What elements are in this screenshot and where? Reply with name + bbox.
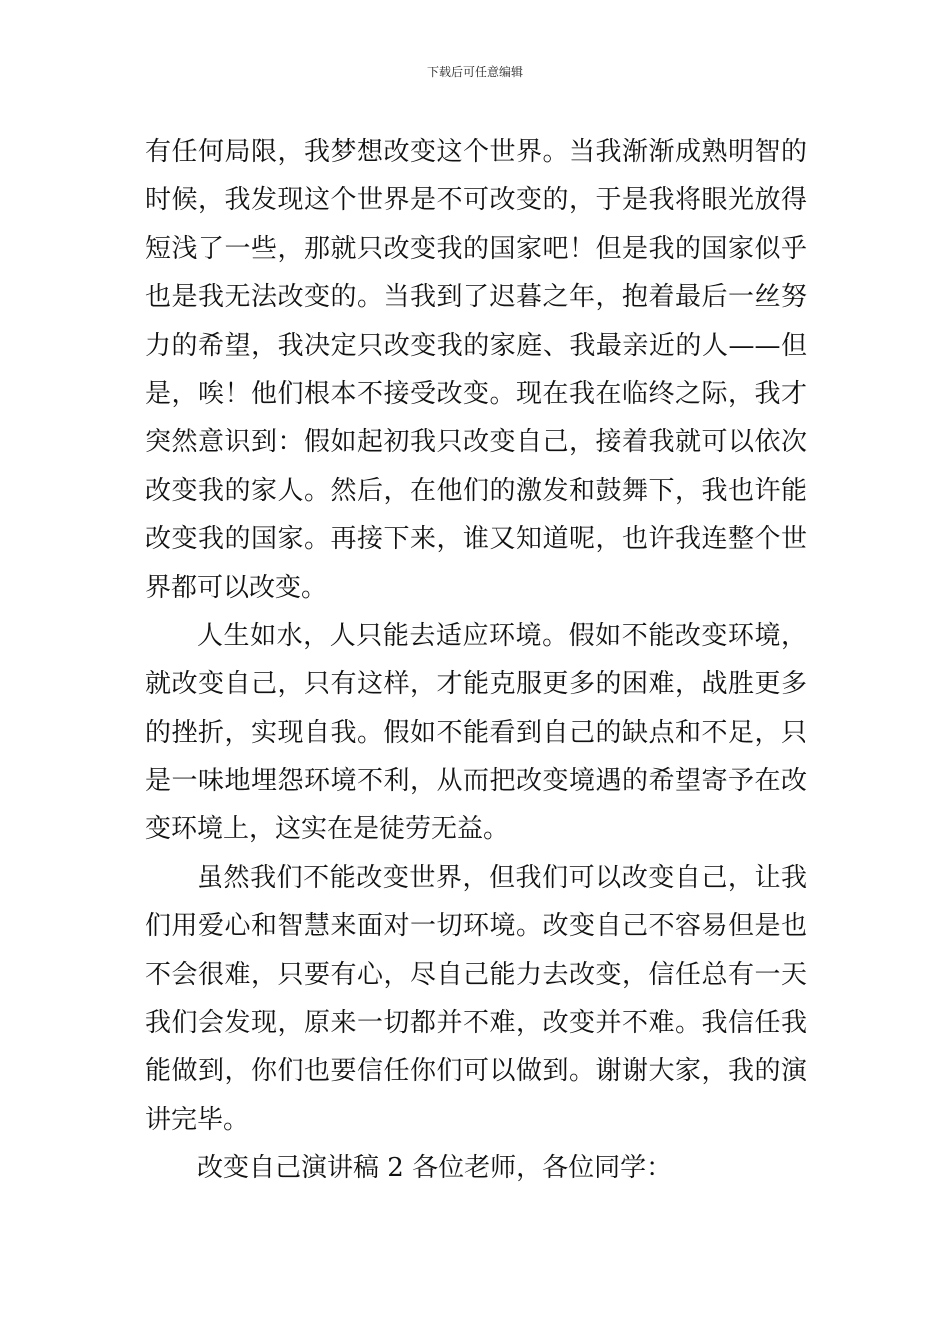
text-line: 力的希望，我决定只改变我的家庭、我最亲近的人——但 bbox=[145, 330, 807, 361]
text-line: 短浅了一些，那就只改变我的国家吧！但是我的国家似乎 bbox=[145, 233, 807, 264]
text-line: 改变我的家人。然后，在他们的激发和鼓舞下，我也许能 bbox=[145, 475, 807, 506]
text-line: 的挫折，实现自我。假如不能看到自己的缺点和不足，只 bbox=[145, 717, 807, 748]
text-line: 改变我的国家。再接下来，谁又知道呢，也许我连整个世 bbox=[145, 524, 807, 555]
text-line: 人生如水，人只能去适应环境。假如不能改变环境， bbox=[197, 620, 807, 651]
text-line: 时候，我发现这个世界是不可改变的，于是我将眼光放得 bbox=[145, 185, 807, 216]
text-line: 有任何局限，我梦想改变这个世界。当我渐渐成熟明智的 bbox=[145, 137, 807, 167]
document-body bbox=[145, 128, 807, 1193]
paragraph-4 bbox=[145, 1144, 807, 1192]
text-line: 能做到，你们也要信任你们可以做到。谢谢大家，我的演 bbox=[145, 1056, 807, 1087]
page-header: 下载后可任意编辑 bbox=[426, 65, 523, 79]
paragraph-2 bbox=[145, 612, 807, 854]
paragraph-3 bbox=[145, 854, 807, 1144]
section-heading: 改变自己演讲稿 2 各位老师，各位同学： bbox=[197, 1153, 673, 1184]
text-line: 变环境上，这实在是徒劳无益。 bbox=[145, 814, 510, 845]
text-line: 不会很难，只要有心，尽自己能力去改变，信任总有一天 bbox=[145, 959, 807, 990]
text-line: 们用爱心和智慧来面对一切环境。改变自己不容易但是也 bbox=[145, 911, 807, 942]
text-line: 就改变自己，只有这样，才能克服更多的困难，战胜更多 bbox=[145, 669, 807, 700]
text-line: 界都可以改变。 bbox=[145, 572, 328, 603]
text-line: 突然意识到：假如起初我只改变自己，接着我就可以依次 bbox=[145, 427, 807, 458]
text-line: 讲完毕。 bbox=[145, 1104, 250, 1135]
text-line: 虽然我们不能改变世界，但我们可以改变自己，让我 bbox=[197, 862, 807, 893]
text-line: 是一味地埋怨环境不利，从而把改变境遇的希望寄予在改 bbox=[145, 766, 807, 797]
text-line: 我们会发现，原来一切都并不难，改变并不难。我信任我 bbox=[145, 1008, 807, 1039]
text-line: 也是我无法改变的。当我到了迟暮之年，抱着最后一丝努 bbox=[145, 282, 807, 313]
text-line: 是，唉！他们根本不接受改变。现在我在临终之际，我才 bbox=[145, 378, 807, 409]
paragraph-1 bbox=[145, 128, 807, 612]
